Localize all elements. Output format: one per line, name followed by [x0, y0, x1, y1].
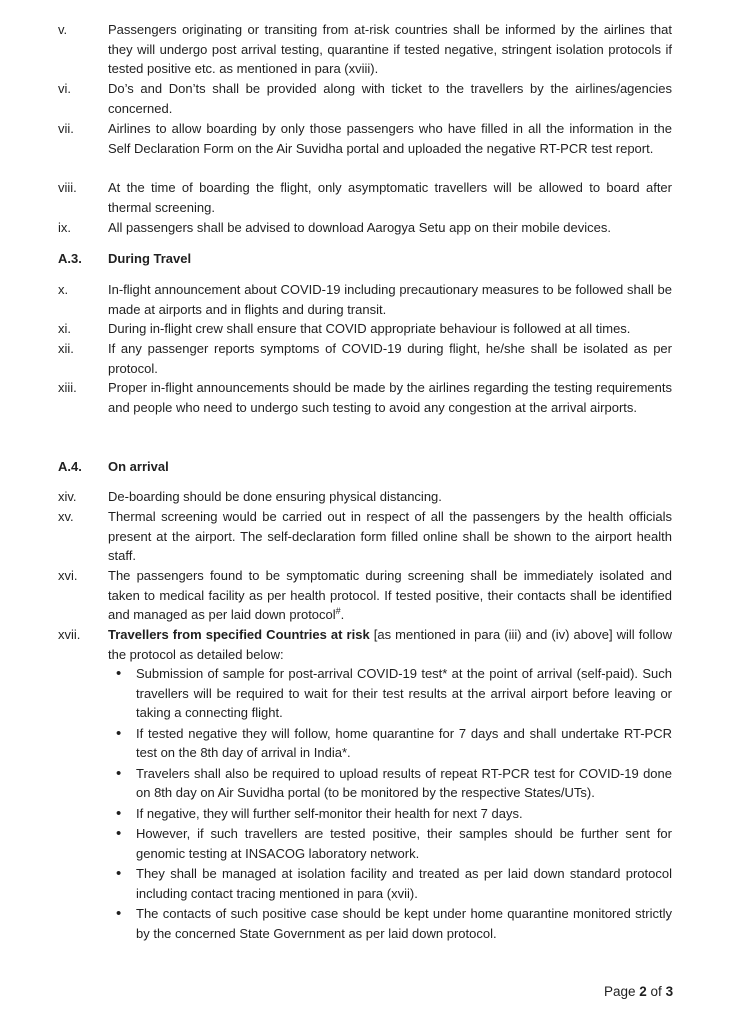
section-title: On arrival	[108, 459, 169, 474]
item-number: ix.	[58, 220, 71, 235]
item-number: x.	[58, 282, 69, 297]
item-number: v.	[58, 22, 68, 37]
hash-footnote-mark: #	[335, 606, 341, 617]
item-text: In-flight announcement about COVID-19 including precautionary measures to be followed shall be made at airports and in flights and during transit.	[108, 282, 672, 317]
bullet-item: • Travelers shall also be required to upload results of repeat RT-PCR test for COVID-19 done on 8th day on Air Suvidha portal (to be monitored by the respective States/UTs).	[108, 764, 672, 803]
item-text-rest: [as mentioned in para (iii) and (iv) above] will follow the protocol as detailed below:	[108, 627, 672, 662]
item-text: At the time of boarding the flight, only asymptomatic travellers will be allowed to board after thermal screening.	[108, 180, 672, 215]
page-number	[604, 982, 673, 1002]
item-text	[108, 625, 672, 664]
item-number: xi.	[58, 321, 71, 336]
item-number: xii.	[58, 341, 74, 356]
section-number: A.3.	[58, 251, 82, 266]
item-bold-lead: Travellers from specified Countries at risk	[108, 627, 370, 642]
item-number: xvi.	[58, 568, 78, 583]
item-text: Proper in-flight announcements should be made by the airlines regarding the testing requirements and people who need to undergo such testing to avoid any congestion at the arrival airports.	[108, 380, 672, 415]
item-text: Do’s and Don’ts shall be provided along with ticket to the travellers by the airlines/agencies concerned.	[108, 81, 672, 116]
item-number: xiv.	[58, 489, 77, 504]
page-total: 3	[665, 984, 674, 999]
bullet-item: • If negative, they will further self-monitor their health for next 7 days.	[108, 804, 672, 824]
page-prefix: Page	[604, 984, 640, 999]
item-text: During in-flight crew shall ensure that COVID appropriate behaviour is followed at all times.	[108, 321, 631, 336]
item-text: Airlines to allow boarding by only those passengers who have filled in all the information in the Self Declaration Form on the Air Suvidha portal and uploaded the negative RT-PCR test report.	[108, 121, 672, 156]
bullet-item: • The contacts of such positive case should be kept under home quarantine monitored strictly by the concerned State Government as per laid down protocol.	[108, 904, 672, 943]
item-text: All passengers shall be advised to download Aarogya Setu app on their mobile devices.	[108, 220, 611, 235]
section-title: During Travel	[108, 251, 192, 266]
item-text: Thermal screening would be carried out in respect of all the passengers by the health officials present at the airport. The self-declaration form filled online shall be shown to the airport health staff.	[108, 509, 672, 564]
item-text	[108, 566, 672, 625]
section-number: A.4.	[58, 459, 82, 474]
item-number: viii.	[58, 180, 77, 195]
bullet-item: • However, if such travellers are tested positive, their samples should be further sent for genomic testing at INSACOG laboratory network.	[108, 824, 672, 863]
page-current: 2	[639, 984, 647, 999]
bullet-item: • Submission of sample for post-arrival COVID-19 test* at the point of arrival (self-paid). Such travellers will be required to wait for their test results at the arrival airport before leaving or taking a connecting flight.	[108, 664, 672, 723]
bullet-item: • They shall be managed at isolation facility and treated as per laid down standard protocol including contact tracing mentioned in para (xvii).	[108, 864, 672, 903]
item-number: vi.	[58, 81, 71, 96]
item-number: xv.	[58, 509, 74, 524]
item-text-tail: .	[340, 607, 345, 623]
item-text-main: The passengers found to be symptomatic during screening shall be immediately isolated and taken to medical facility as per health protocol. If tested positive, their contacts shall be identified and managed as per laid down protocol	[108, 568, 672, 623]
bullet-list	[108, 664, 672, 944]
bullet-item: • If tested negative they will follow, home quarantine for 7 days and shall undertake RT-PCR test on the 8th day of arrival in India*.	[108, 724, 672, 763]
page-middle: of	[646, 984, 666, 999]
item-text: Passengers originating or transiting from at-risk countries shall be informed by the airlines that they will undergo post arrival testing, quarantine if tested negative, stringent isolation protocols if tested positive etc. as mentioned in para (xviii).	[108, 22, 672, 77]
item-number: xvii.	[58, 627, 81, 642]
item-number: xiii.	[58, 380, 77, 395]
item-number: vii.	[58, 121, 74, 136]
item-text: If any passenger reports symptoms of COVID-19 during flight, he/she shall be isolated as per protocol.	[108, 341, 672, 376]
item-text: De-boarding should be done ensuring physical distancing.	[108, 489, 442, 504]
